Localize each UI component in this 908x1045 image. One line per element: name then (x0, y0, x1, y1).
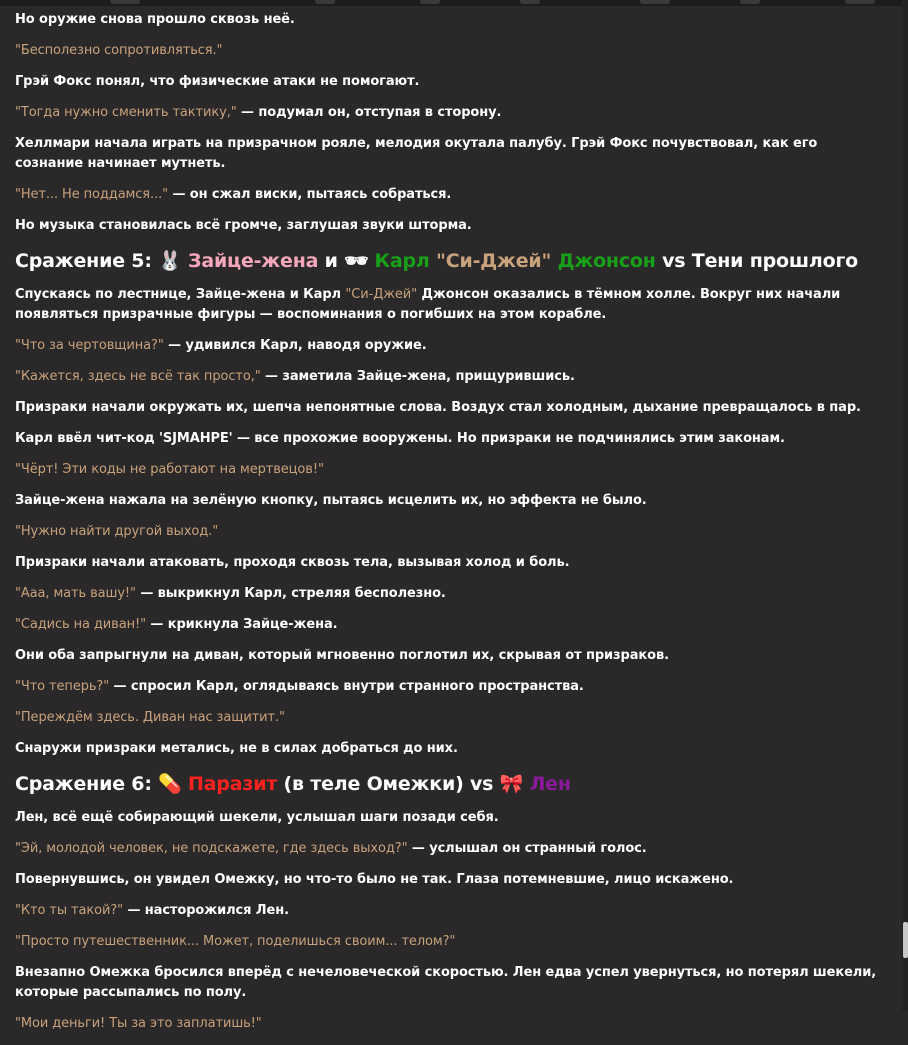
text-span: — он сжал виски, пытаясь собраться. (168, 187, 452, 202)
text-span: Снаружи призраки метались, не в силах добраться до них. (15, 741, 458, 756)
text-span: Паразит (181, 773, 278, 795)
text-span: Сражение 6: (15, 773, 159, 795)
story-paragraph (15, 963, 885, 1003)
story-paragraph (15, 216, 885, 236)
story-paragraph (15, 10, 885, 30)
story-paragraph (15, 491, 885, 511)
text-span: Они оба запрыгнули на диван, который мгновенно поглотил их, скрывая от призраков. (15, 648, 669, 663)
sunglasses-icon: 🕶 (344, 250, 369, 272)
story-paragraph (15, 739, 885, 759)
bow-icon: 🎀 (499, 773, 524, 795)
story-paragraph (15, 429, 885, 449)
text-span: Зайце-жена (181, 250, 319, 272)
story-paragraph (15, 522, 885, 542)
story-content (15, 10, 885, 1045)
text-span: — насторожился Лен. (123, 903, 289, 918)
dialogue-quote: "Чёрт! Эти коды не работают на мертвецов!" (15, 462, 324, 477)
text-span: — удивился Карл, наводя оружие. (163, 338, 427, 353)
text-span: Но музыка становилась всё громче, заглушая звуки шторма. (15, 218, 472, 233)
text-span: Хеллмари начала играть на призрачном рояле, мелодия окутала палубу. Грэй Фокс почувствовал, как его сознание начинает мутнеть. (15, 136, 818, 171)
pill-icon: 💊 (158, 773, 182, 795)
dialogue-quote: "Кажется, здесь не всё так просто," (15, 369, 261, 384)
story-paragraph (15, 708, 885, 728)
rabbit-icon: 🐰 (158, 250, 182, 272)
text-span: vs Тени прошлого (655, 250, 859, 272)
dialogue-quote: "Садись на диван!" (15, 617, 146, 632)
top-toolbar (0, 0, 908, 6)
text-span: "Си-Джей" (429, 250, 552, 272)
story-paragraph (15, 460, 885, 480)
dialogue-quote: "Кто ты такой?" (15, 903, 124, 918)
text-span: Но оружие снова прошло сквозь неё. (15, 12, 295, 27)
story-paragraph (15, 134, 885, 174)
text-span: — выкрикнул Карл, стреляя бесполезно. (135, 586, 446, 601)
text-span: Призраки начали окружать их, шепча непонятные слова. Воздух стал холодным, дыхание превращалось в пар. (15, 400, 861, 415)
story-paragraph (15, 553, 885, 573)
text-span: Карл (368, 250, 430, 272)
text-span: Джонсон (551, 250, 656, 272)
text-span: Внезапно Омежка бросился вперёд с нечеловеческой скоростью. Лен едва успел увернуться, но потерял шекели, которые рассыпались по полу. (15, 965, 877, 1000)
story-paragraph (15, 808, 885, 828)
text-span: Спускаясь по лестнице, Зайце-жена и Карл (15, 287, 346, 302)
dialogue-quote: "Бесполезно сопротивляться." (15, 43, 223, 58)
story-paragraph (15, 646, 885, 666)
story-paragraph (15, 584, 885, 604)
battle-heading (15, 247, 885, 275)
text-span: — подумал он, отступая в сторону. (236, 105, 502, 120)
text-span: Карл ввёл чит-код 'SJMAHPE' — все прохожие вооружены. Но призраки не подчинялись этим законам. (15, 431, 785, 446)
text-span: — крикнула Зайце-жена. (145, 617, 338, 632)
story-paragraph (15, 185, 885, 205)
dialogue-quote: "Что теперь?" (15, 679, 110, 694)
dialogue-quote: "Ааа, мать вашу!" (15, 586, 136, 601)
text-span: Джонсон оказались в тёмном холле. Вокруг них начали появляться призрачные фигуры — воспоминания о погибших на этом корабле. (15, 287, 841, 322)
dialogue-quote: "Си-Джей" (345, 287, 418, 302)
battle-heading (15, 770, 885, 798)
story-paragraph (15, 285, 885, 325)
dialogue-quote: "Нужно найти другой выход." (15, 524, 219, 539)
text-span: Повернувшись, он увидел Омежку, но что-то было не так. Глаза потемневшие, лицо искажено. (15, 872, 734, 887)
text-span: — спросил Карл, оглядываясь внутри странного пространства. (109, 679, 584, 694)
story-paragraph (15, 398, 885, 418)
text-span: Зайце-жена нажала на зелёную кнопку, пытаясь исцелить их, но эффекта не было. (15, 493, 647, 508)
story-paragraph (15, 103, 885, 123)
text-span: Лен, всё ещё собирающий шекели, услышал шаги позади себя. (15, 810, 499, 825)
text-span: Сражение 5: (15, 250, 159, 272)
story-paragraph (15, 870, 885, 890)
story-paragraph (15, 367, 885, 387)
text-span: — услышал он странный голос. (407, 841, 647, 856)
story-paragraph (15, 677, 885, 697)
story-paragraph (15, 72, 885, 92)
dialogue-quote: "Тогда нужно сменить тактику," (15, 105, 237, 120)
story-paragraph (15, 41, 885, 61)
story-paragraph (15, 615, 885, 635)
dialogue-quote: "Мои деньги! Ты за это заплатишь!" (15, 1016, 262, 1031)
scrollbar-thumb[interactable] (903, 922, 908, 958)
story-paragraph (15, 932, 885, 952)
story-paragraph (15, 1014, 885, 1034)
dialogue-quote: "Переждём здесь. Диван нас защитит." (15, 710, 285, 725)
text-span: и (318, 250, 345, 272)
text-span: — заметила Зайце-жена, прищурившись. (260, 369, 575, 384)
dialogue-quote: "Нет... Не поддамся..." (15, 187, 169, 202)
story-paragraph (15, 336, 885, 356)
text-span: Лен (523, 773, 571, 795)
dialogue-quote: "Просто путешественник... Может, поделишься своим... телом?" (15, 934, 456, 949)
story-paragraph (15, 901, 885, 921)
story-paragraph (15, 839, 885, 859)
text-span: Призраки начали атаковать, проходя сквозь тела, вызывая холод и боль. (15, 555, 570, 570)
text-span: (в теле Омежки) vs (277, 773, 500, 795)
dialogue-quote: "Что за чертовщина?" (15, 338, 164, 353)
scrollbar-track[interactable] (902, 0, 908, 1011)
dialogue-quote: "Эй, молодой человек, не подскажете, где здесь выход?" (15, 841, 408, 856)
text-span: Грэй Фокс понял, что физические атаки не помогают. (15, 74, 420, 89)
